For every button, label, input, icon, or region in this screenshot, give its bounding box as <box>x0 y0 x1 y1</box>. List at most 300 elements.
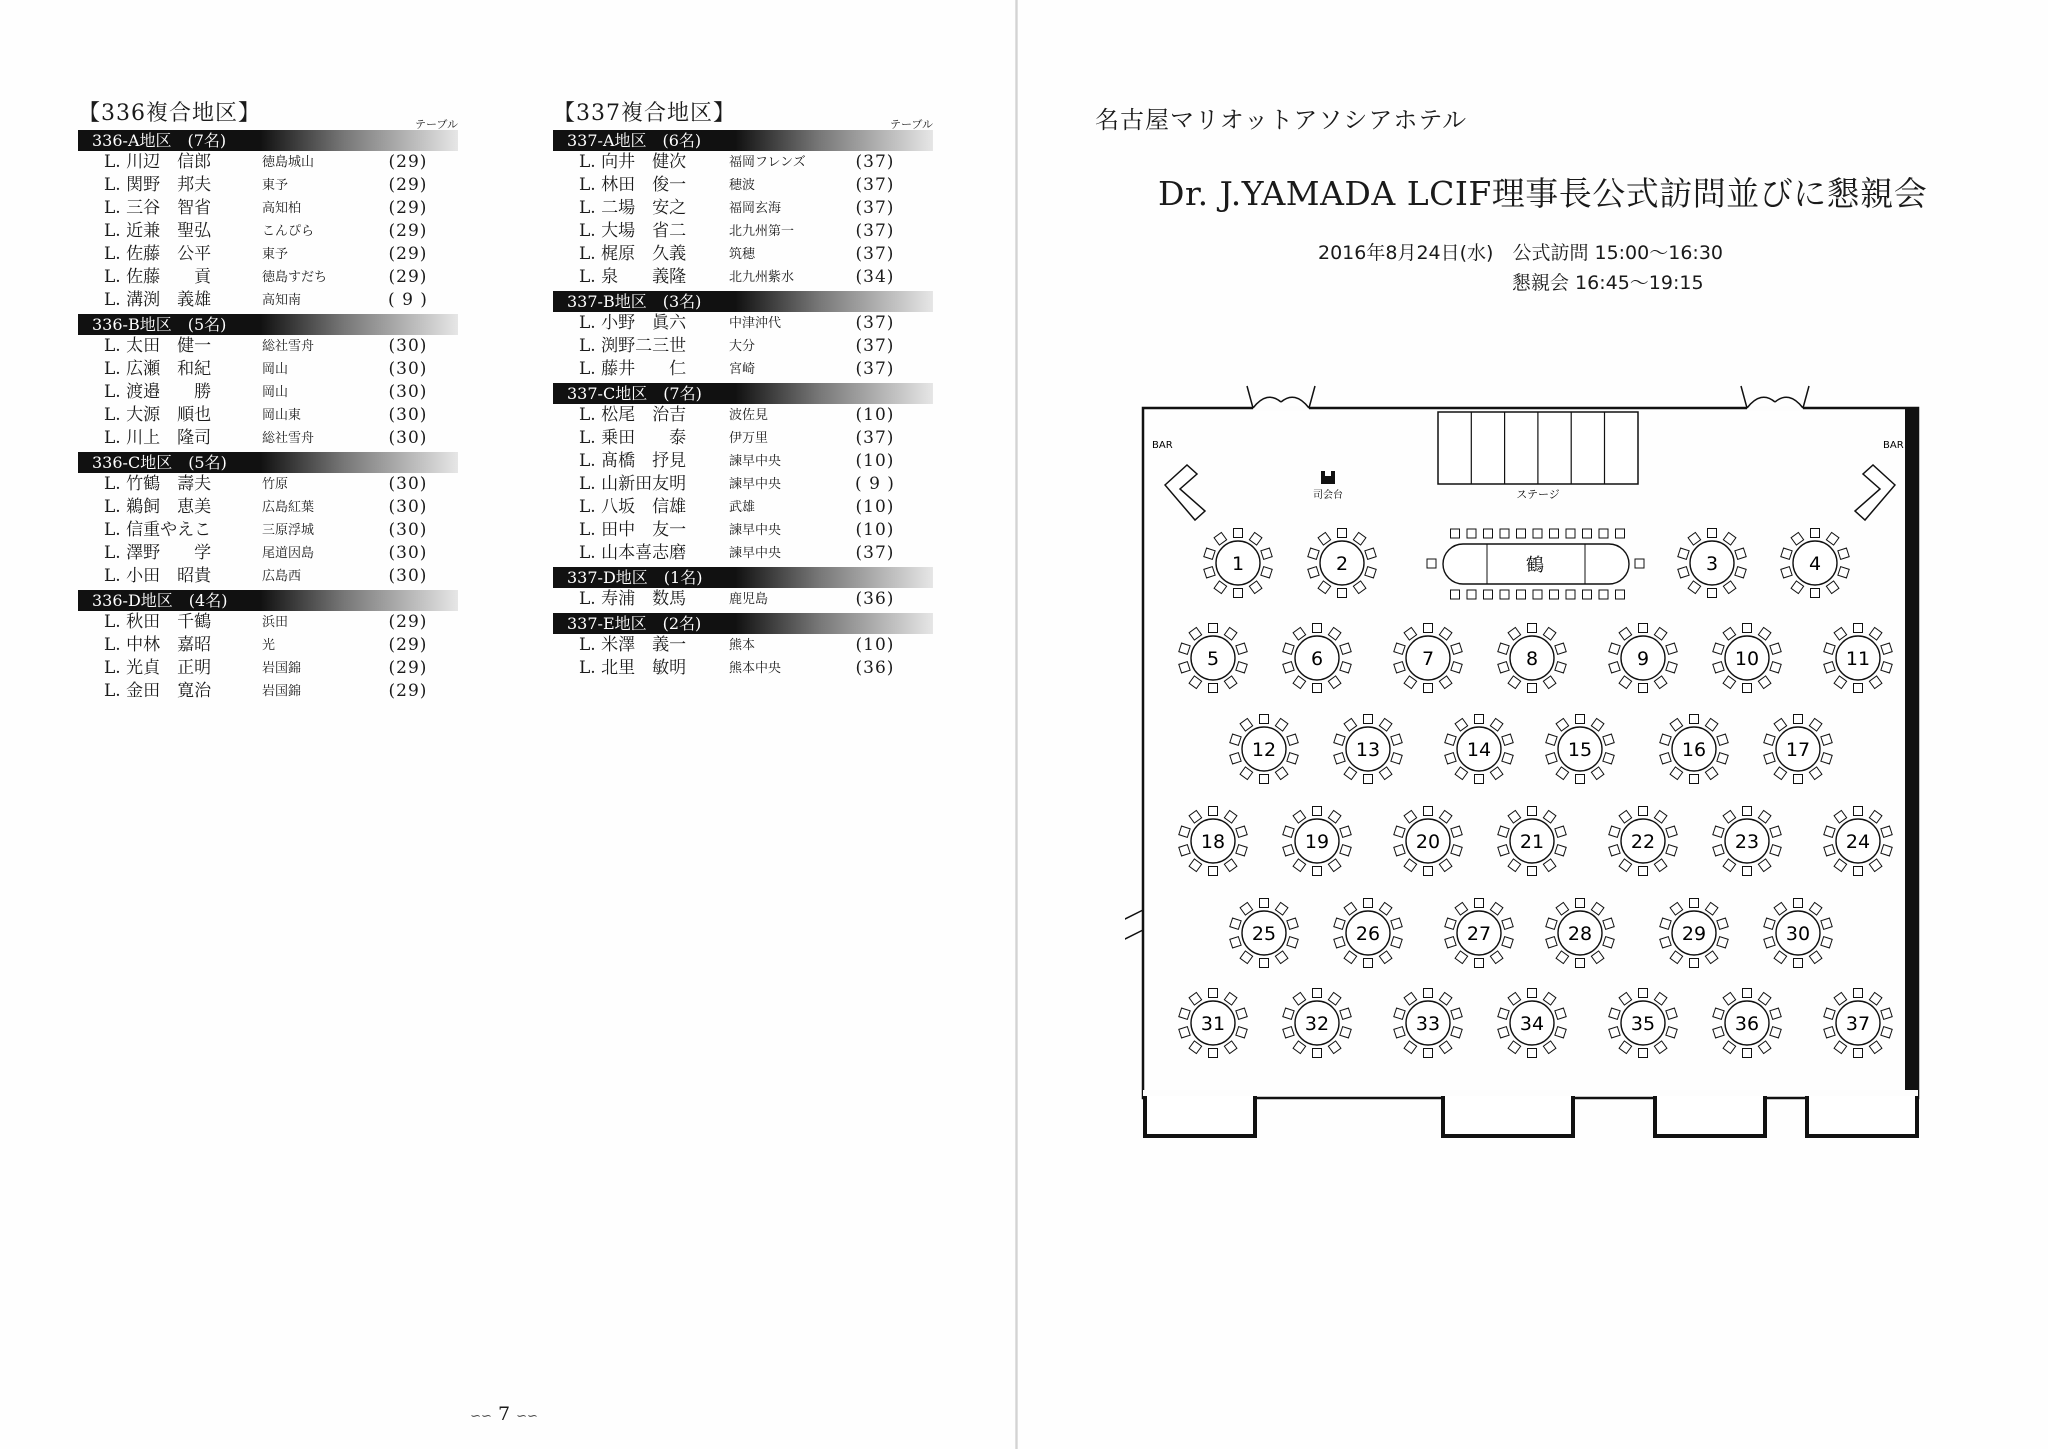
chair-icon <box>1881 845 1892 856</box>
chair-icon <box>1811 589 1820 598</box>
chair-icon <box>1713 1008 1724 1019</box>
chair-icon <box>1424 1049 1433 1058</box>
member-row <box>78 542 458 565</box>
member-name: L. 鵜飼 恵美 <box>104 497 212 517</box>
chair-icon <box>1566 529 1575 538</box>
chair-icon <box>1824 1027 1835 1038</box>
chair-icon <box>1451 1027 1462 1038</box>
member-row <box>553 404 933 427</box>
district-337-column <box>553 100 933 680</box>
chair-icon <box>1236 1008 1247 1019</box>
member-row <box>553 243 933 266</box>
chair-icon <box>1723 1041 1736 1054</box>
member-name: L. 小田 昭貴 <box>104 566 212 586</box>
member-name: L. 関野 邦夫 <box>104 175 212 195</box>
table-number: 35 <box>1630 1013 1656 1035</box>
chair-icon <box>1764 918 1775 929</box>
chair-icon <box>1328 859 1341 872</box>
chair-icon <box>1260 959 1269 968</box>
chair-icon <box>1770 662 1781 673</box>
chair-icon <box>1690 715 1699 724</box>
member-club: 中津沖代 <box>729 316 782 331</box>
chair-icon <box>1490 951 1503 964</box>
table-number: 32 <box>1304 1013 1330 1035</box>
chair-icon <box>1809 718 1822 731</box>
member-name: L. 渡邉 勝 <box>104 382 212 402</box>
table-number: 18 <box>1200 831 1226 853</box>
chair-icon <box>1666 1027 1677 1038</box>
member-name: L. 秋田 千鶴 <box>104 612 212 632</box>
chair-icon <box>1821 937 1832 948</box>
bottom-door-2 <box>1443 1092 1573 1136</box>
member-table-number: (30) <box>388 543 428 563</box>
member-table-number: (37) <box>855 359 895 379</box>
chair-icon <box>1566 590 1575 599</box>
member-club: 諫早中央 <box>729 523 782 538</box>
chair-icon <box>1391 937 1402 948</box>
member-row <box>78 634 458 657</box>
page-number <box>444 1403 564 1425</box>
member-row <box>78 404 458 427</box>
chair-icon <box>1678 567 1689 578</box>
chair-icon <box>1328 992 1341 1005</box>
event-date-line: 2016年8月24日(水) 公式訪問 15:00～16:30 <box>1318 242 1723 264</box>
chair-icon <box>1576 775 1585 784</box>
chair-icon <box>1424 867 1433 876</box>
chair-icon <box>1328 1041 1341 1054</box>
table-number: 2 <box>1335 553 1349 575</box>
chair-icon <box>1743 807 1752 816</box>
page-number-value: 7 <box>497 1403 511 1425</box>
chair-icon <box>1528 989 1537 998</box>
chair-icon <box>1834 992 1847 1005</box>
member-club: 鹿児島 <box>729 592 769 607</box>
member-row <box>553 542 933 565</box>
table-number: 22 <box>1630 831 1656 853</box>
member-table-number: (34) <box>855 267 895 287</box>
chair-icon <box>1498 826 1509 837</box>
chair-icon <box>1758 1041 1771 1054</box>
table-number: 34 <box>1519 1013 1545 1035</box>
member-club: 穂波 <box>729 178 756 193</box>
chair-icon <box>1475 775 1484 784</box>
chair-icon <box>1723 859 1736 872</box>
member-name: L. 近兼 聖弘 <box>104 221 212 241</box>
member-row <box>553 312 933 335</box>
chair-icon <box>1404 1041 1417 1054</box>
chair-icon <box>1854 867 1863 876</box>
chair-icon <box>1328 676 1341 689</box>
member-table-number: ( 9 ) <box>855 474 895 494</box>
chair-icon <box>1439 676 1452 689</box>
table-column-header: テーブル <box>889 118 933 131</box>
chair-icon <box>1881 662 1892 673</box>
chair-icon <box>1340 643 1351 654</box>
chair-icon <box>1609 1027 1620 1038</box>
chair-icon <box>1717 753 1728 764</box>
chair-icon <box>1508 676 1521 689</box>
member-name: L. 川辺 信郎 <box>104 152 212 172</box>
chair-icon <box>1717 918 1728 929</box>
chair-icon <box>1209 684 1218 693</box>
member-name: L. 山本喜志磨 <box>579 543 687 563</box>
chair-icon <box>1404 992 1417 1005</box>
bottom-door-3 <box>1655 1092 1765 1136</box>
member-club: 岡山 <box>262 362 289 377</box>
chair-icon <box>1781 548 1792 559</box>
chair-icon <box>1666 826 1677 837</box>
chair-icon <box>1287 734 1298 745</box>
chair-icon <box>1528 1049 1537 1058</box>
member-table-number: (29) <box>388 658 428 678</box>
chair-icon <box>1869 992 1882 1005</box>
chair-icon <box>1234 589 1243 598</box>
member-name: L. 佐藤 貢 <box>104 267 212 287</box>
chair-icon <box>1639 684 1648 693</box>
chair-icon <box>1660 734 1671 745</box>
chair-icon <box>1338 589 1347 598</box>
member-club: 波佐見 <box>729 408 769 423</box>
chair-icon <box>1353 581 1366 594</box>
table-number: 36 <box>1734 1013 1760 1035</box>
chair-icon <box>1293 859 1306 872</box>
chair-icon <box>1809 902 1822 915</box>
chair-icon <box>1826 532 1839 545</box>
chair-icon <box>1616 529 1625 538</box>
table-number: 24 <box>1845 831 1871 853</box>
table-column-header: テーブル <box>414 118 458 131</box>
chair-icon <box>1394 1008 1405 1019</box>
chair-icon <box>1854 684 1863 693</box>
chair-icon <box>1189 810 1202 823</box>
chair-icon <box>1824 662 1835 673</box>
chair-icon <box>1261 548 1272 559</box>
stage-label: ステージ <box>1516 488 1560 501</box>
door-gap <box>1253 406 1309 411</box>
chair-icon <box>1394 662 1405 673</box>
chair-icon <box>1678 548 1689 559</box>
member-table-number: (37) <box>855 313 895 333</box>
table-number: 10 <box>1734 648 1760 670</box>
member-name: L. 梶原 久義 <box>579 244 687 264</box>
table-number: 23 <box>1734 831 1760 853</box>
chair-icon <box>1705 718 1718 731</box>
chair-icon <box>1660 918 1671 929</box>
chair-icon <box>1287 918 1298 929</box>
sub-district-band: 337-D地区 (1名) <box>553 567 933 588</box>
table-number: 17 <box>1785 739 1811 761</box>
chair-icon <box>1283 826 1294 837</box>
door-gap <box>1747 406 1803 411</box>
chair-icon <box>1770 643 1781 654</box>
chair-icon <box>1723 532 1736 545</box>
chair-icon <box>1764 734 1775 745</box>
chair-icon <box>1869 1041 1882 1054</box>
chair-icon <box>1455 767 1468 780</box>
chair-icon <box>1498 643 1509 654</box>
member-name: L. 北里 敏明 <box>579 658 687 678</box>
head-table-label: 鶴 <box>1526 555 1544 576</box>
chair-icon <box>1179 845 1190 856</box>
chair-icon <box>1344 767 1357 780</box>
chair-icon <box>1179 1008 1190 1019</box>
chair-icon <box>1379 718 1392 731</box>
chair-icon <box>1467 590 1476 599</box>
chair-icon <box>1260 715 1269 724</box>
chair-icon <box>1794 715 1803 724</box>
chair-icon <box>1404 859 1417 872</box>
member-row <box>553 151 933 174</box>
chair-icon <box>1475 715 1484 724</box>
chair-icon <box>1293 992 1306 1005</box>
member-name: L. 川上 隆司 <box>104 428 212 448</box>
chair-icon <box>1794 959 1803 968</box>
chair-icon <box>1234 529 1243 538</box>
member-club: 熊本 <box>729 638 756 653</box>
chair-icon <box>1275 902 1288 915</box>
chair-icon <box>1809 767 1822 780</box>
chair-icon <box>1209 989 1218 998</box>
chair-icon <box>1230 753 1241 764</box>
bar-right <box>1855 465 1895 520</box>
table-number: 20 <box>1415 831 1441 853</box>
reception-time-line: 懇親会 16:45～19:15 <box>1512 272 1704 294</box>
bottom-door-1 <box>1145 1092 1255 1136</box>
member-club: 光 <box>262 638 276 653</box>
chair-icon <box>1445 753 1456 764</box>
member-table-number: (10) <box>855 405 895 425</box>
chair-icon <box>1445 937 1456 948</box>
member-row <box>78 680 458 703</box>
chair-icon <box>1214 532 1227 545</box>
chair-icon <box>1603 753 1614 764</box>
chair-icon <box>1546 918 1557 929</box>
chair-icon <box>1236 662 1247 673</box>
member-name: L. 林田 俊一 <box>579 175 687 195</box>
table-number: 37 <box>1845 1013 1871 1035</box>
table-number: 8 <box>1525 648 1539 670</box>
chair-icon <box>1313 684 1322 693</box>
chair-icon <box>1249 532 1262 545</box>
chair-icon <box>1591 718 1604 731</box>
member-club: 三原浮城 <box>262 523 315 538</box>
chair-icon <box>1379 951 1392 964</box>
chair-icon <box>1546 937 1557 948</box>
chair-icon <box>1670 718 1683 731</box>
chair-icon <box>1550 529 1559 538</box>
chair-icon <box>1881 643 1892 654</box>
chair-icon <box>1455 718 1468 731</box>
member-row <box>78 565 458 588</box>
chair-icon <box>1455 902 1468 915</box>
chair-icon <box>1498 1027 1509 1038</box>
chair-icon <box>1666 643 1677 654</box>
chair-icon <box>1209 624 1218 633</box>
chair-icon <box>1555 826 1566 837</box>
chair-icon <box>1743 989 1752 998</box>
chair-icon <box>1619 676 1632 689</box>
table-number: 19 <box>1304 831 1330 853</box>
chair-icon <box>1424 684 1433 693</box>
sub-district-band: 336-A地区 (7名) <box>78 130 458 151</box>
chair-icon <box>1240 951 1253 964</box>
table-number: 26 <box>1355 923 1381 945</box>
member-table-number: (30) <box>388 428 428 448</box>
chair-icon <box>1283 643 1294 654</box>
chair-icon <box>1334 734 1345 745</box>
member-name: L. 中林 嘉昭 <box>104 635 212 655</box>
chair-icon <box>1313 867 1322 876</box>
sub-district-band: 337-A地区 (6名) <box>553 130 933 151</box>
member-club: 東予 <box>262 247 289 262</box>
podium-icon <box>1321 471 1335 484</box>
chair-icon <box>1555 643 1566 654</box>
member-table-number: (37) <box>855 428 895 448</box>
member-club: 北九州第一 <box>729 224 795 239</box>
chair-icon <box>1275 767 1288 780</box>
member-row <box>78 174 458 197</box>
district-336-column <box>78 100 458 703</box>
chair-icon <box>1690 775 1699 784</box>
hotel-name: 名古屋マリオットアソシアホテル <box>1095 106 1468 134</box>
chair-icon <box>1451 845 1462 856</box>
chair-icon <box>1881 1008 1892 1019</box>
chair-icon <box>1543 627 1556 640</box>
chair-icon <box>1723 676 1736 689</box>
chair-icon <box>1770 845 1781 856</box>
member-table-number: (10) <box>855 451 895 471</box>
chair-icon <box>1498 662 1509 673</box>
chair-icon <box>1556 951 1569 964</box>
chair-icon <box>1204 548 1215 559</box>
chair-icon <box>1717 937 1728 948</box>
chair-icon <box>1502 734 1513 745</box>
chair-icon <box>1528 807 1537 816</box>
member-name: L. 金田 寛治 <box>104 681 212 701</box>
chair-icon <box>1451 643 1462 654</box>
chair-icon <box>1224 992 1237 1005</box>
chair-icon <box>1224 676 1237 689</box>
page-gutter <box>1015 0 1018 1449</box>
chair-icon <box>1543 676 1556 689</box>
member-row <box>78 427 458 450</box>
member-table-number: (10) <box>855 520 895 540</box>
chair-icon <box>1318 532 1331 545</box>
member-row <box>553 519 933 542</box>
chair-icon <box>1424 624 1433 633</box>
chair-icon <box>1230 918 1241 929</box>
member-row <box>78 243 458 266</box>
member-table-number: (30) <box>388 359 428 379</box>
chair-icon <box>1639 867 1648 876</box>
chair-icon <box>1490 767 1503 780</box>
chair-icon <box>1364 959 1373 968</box>
chair-icon <box>1666 662 1677 673</box>
chair-icon <box>1713 845 1724 856</box>
member-row <box>553 588 933 611</box>
chair-icon <box>1591 767 1604 780</box>
member-name: L. 山新田友明 <box>579 474 687 494</box>
chair-icon <box>1743 1049 1752 1058</box>
member-table-number: (37) <box>855 175 895 195</box>
chair-icon <box>1824 1008 1835 1019</box>
chair-icon <box>1236 1027 1247 1038</box>
chair-icon <box>1451 662 1462 673</box>
member-table-number: (29) <box>388 267 428 287</box>
chair-icon <box>1555 1027 1566 1038</box>
chair-icon <box>1654 859 1667 872</box>
chair-icon <box>1654 676 1667 689</box>
chair-icon <box>1498 845 1509 856</box>
chair-icon <box>1502 753 1513 764</box>
chair-icon <box>1179 643 1190 654</box>
chair-icon <box>1690 959 1699 968</box>
member-row <box>553 450 933 473</box>
chair-icon <box>1318 581 1331 594</box>
member-row <box>78 289 458 312</box>
member-name: L. 乗田 泰 <box>579 428 687 448</box>
chair-icon <box>1224 627 1237 640</box>
chair-icon <box>1713 643 1724 654</box>
chair-icon <box>1619 1041 1632 1054</box>
member-name: L. 向井 健次 <box>579 152 687 172</box>
chair-icon <box>1764 937 1775 948</box>
chair-icon <box>1599 529 1608 538</box>
chair-icon <box>1364 775 1373 784</box>
member-table-number: (30) <box>388 336 428 356</box>
sub-district-band: 336-C地区 (5名) <box>78 452 458 473</box>
chair-icon <box>1484 529 1493 538</box>
member-row <box>78 220 458 243</box>
chair-icon <box>1723 627 1736 640</box>
chair-icon <box>1743 684 1752 693</box>
chair-icon <box>1660 753 1671 764</box>
chair-icon <box>1774 767 1787 780</box>
chair-icon <box>1293 1041 1306 1054</box>
chair-icon <box>1576 899 1585 908</box>
member-name: L. 竹鶴 壽夫 <box>104 474 212 494</box>
sub-district-band: 337-C地区 (7名) <box>553 383 933 404</box>
chair-icon <box>1609 662 1620 673</box>
member-club: 岡山東 <box>262 408 302 423</box>
chair-icon <box>1838 548 1849 559</box>
chair-icon <box>1708 529 1717 538</box>
chair-icon <box>1609 1008 1620 1019</box>
member-table-number: (10) <box>855 497 895 517</box>
chair-icon <box>1609 643 1620 654</box>
chair-icon <box>1517 590 1526 599</box>
chair-icon <box>1834 676 1847 689</box>
member-table-number: (30) <box>388 566 428 586</box>
member-row <box>78 657 458 680</box>
chair-icon <box>1308 548 1319 559</box>
chair-icon <box>1313 624 1322 633</box>
chair-icon <box>1576 715 1585 724</box>
bar-label-left: BAR <box>1152 440 1173 451</box>
chair-icon <box>1209 867 1218 876</box>
member-row <box>553 473 933 496</box>
chair-icon <box>1475 959 1484 968</box>
chair-icon <box>1834 810 1847 823</box>
chair-icon <box>1591 902 1604 915</box>
member-club: 浜田 <box>262 615 289 630</box>
chair-icon <box>1713 1027 1724 1038</box>
member-club: 岡山 <box>262 385 289 400</box>
door-2 <box>1741 386 1809 408</box>
member-row <box>553 335 933 358</box>
member-row <box>553 657 933 680</box>
ornament-left-icon: ∽∽ <box>470 1409 492 1424</box>
